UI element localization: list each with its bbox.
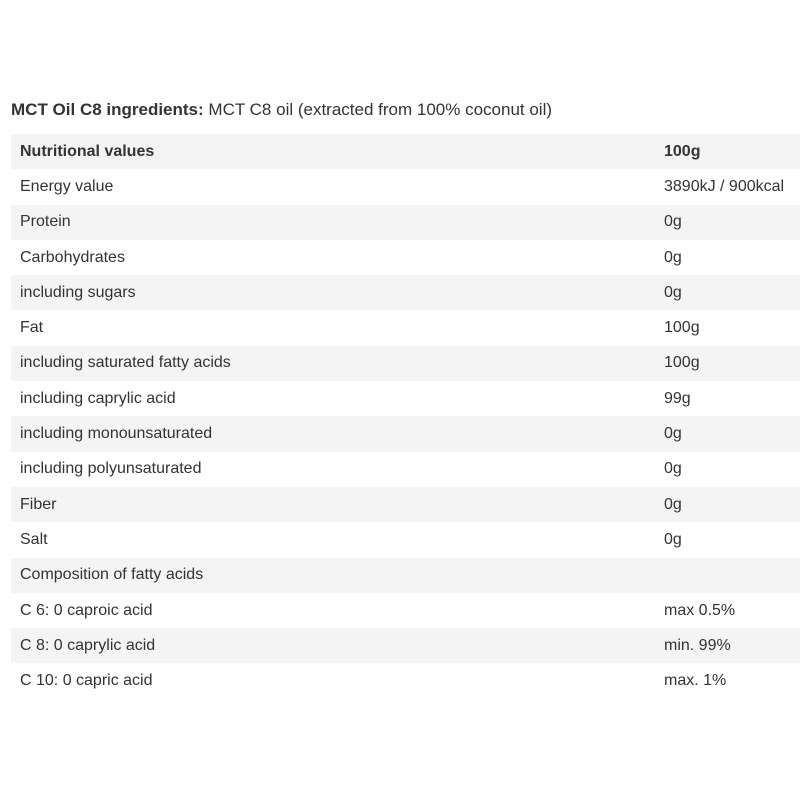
row-value-cell: 0g (664, 495, 682, 513)
ingredients-line (11, 98, 791, 122)
table-header-row (11, 134, 800, 169)
table-row (11, 663, 800, 698)
header-name-cell: Nutritional values (20, 142, 155, 160)
row-name-cell: including sugars (20, 283, 136, 301)
table-row (11, 205, 800, 240)
row-name-cell: including polyunsaturated (20, 460, 202, 478)
row-value-cell: 100g (664, 354, 700, 372)
row-value-cell: max. 1% (664, 672, 727, 690)
row-value-cell: 0g (664, 248, 682, 266)
row-name-cell: C 8: 0 caprylic acid (20, 636, 156, 654)
table-row (11, 275, 800, 310)
table-row (11, 416, 800, 451)
table-row (11, 452, 800, 487)
row-name-cell: including caprylic acid (20, 389, 176, 407)
nutrition-table (11, 134, 800, 699)
row-value-cell: 100g (664, 319, 700, 337)
row-name-cell: Fat (20, 319, 44, 337)
row-value-cell: 0g (664, 530, 682, 548)
table-row (11, 593, 800, 628)
ingredients-text: MCT C8 oil (extracted from 100% coconut oil) (208, 100, 553, 119)
row-value-cell: min. 99% (664, 636, 731, 654)
table-row (11, 522, 800, 557)
row-name-cell: Protein (20, 213, 71, 231)
row-name-cell: Salt (20, 530, 48, 548)
row-name-cell: Carbohydrates (20, 248, 125, 266)
row-name-cell: C 10: 0 capric acid (20, 672, 153, 690)
row-name-cell: Fiber (20, 495, 57, 513)
row-value-cell: 0g (664, 425, 682, 443)
row-name-cell: C 6: 0 caproic acid (20, 601, 153, 619)
ingredients-label: MCT Oil C8 ingredients: (11, 100, 204, 119)
header-value-cell: 100g (664, 142, 701, 160)
row-value-cell: max 0.5% (664, 601, 736, 619)
row-name-cell: including monounsaturated (20, 425, 213, 443)
table-row (11, 240, 800, 275)
row-value-cell: 99g (664, 389, 691, 407)
table-row (11, 558, 800, 593)
table-row (11, 169, 800, 204)
row-value-cell: 0g (664, 460, 682, 478)
row-value-cell: 0g (664, 283, 682, 301)
row-value-cell: 3890kJ / 900kcal (664, 177, 785, 195)
row-name-cell: Composition of fatty acids (20, 566, 204, 584)
table-row (11, 346, 800, 381)
row-name-cell: including saturated fatty acids (20, 354, 231, 372)
row-name-cell: Energy value (20, 177, 114, 195)
row-value-cell: 0g (664, 213, 682, 231)
table-row (11, 628, 800, 663)
table-row (11, 381, 800, 416)
table-row (11, 487, 800, 522)
table-row (11, 310, 800, 345)
